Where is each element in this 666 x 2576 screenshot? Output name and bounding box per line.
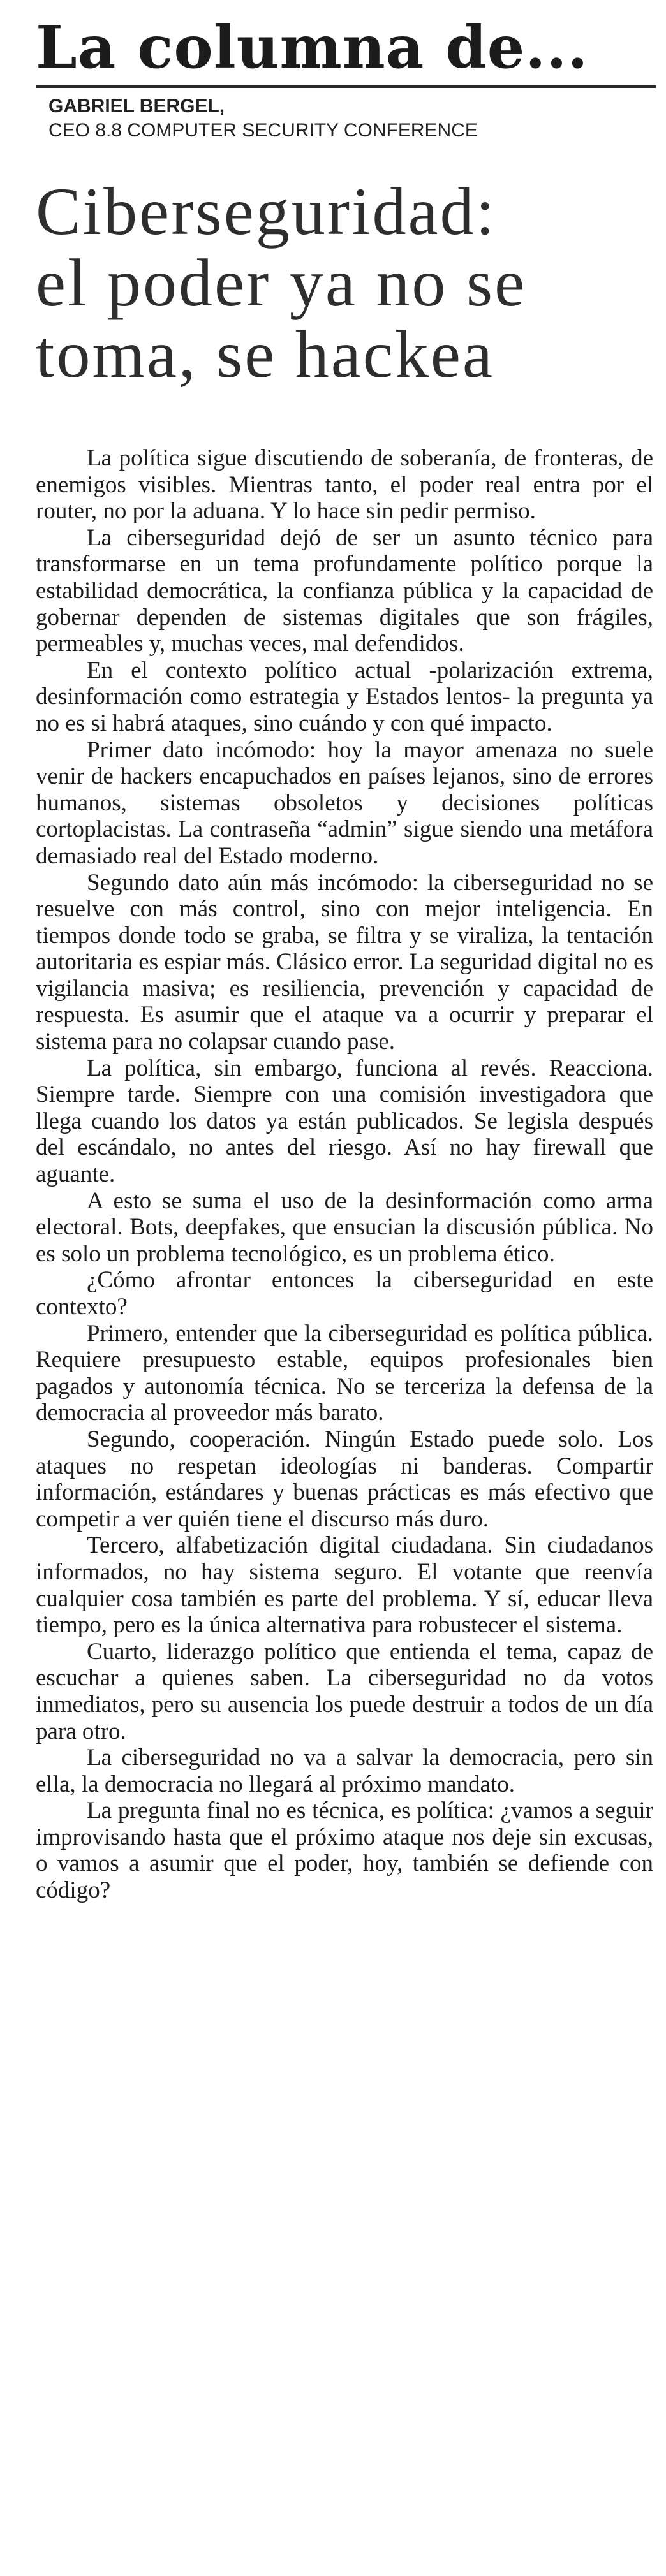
paragraph: Segundo dato aún más incómodo: la ciberseguridad no se resuelve con más control, sino con mejor inteligencia. En tiempos donde todo se graba, se filtra y se viraliza, la tentación autoritaria es espiar más. Clásico error. La seguridad digital no es vigilancia masiva; es resiliencia, prevención y capacidad de respuesta. Es asumir que el ataque va a ocurrir y preparar el sistema para no colapsar cuando pase.: [36, 869, 653, 1055]
paragraph: La pregunta final no es técnica, es política: ¿vamos a seguir improvisando hasta que el próximo ataque nos deje sin excusas, o vamos a asumir que el poder, hoy, también se defiende con código?: [36, 1797, 653, 1904]
paragraph: Segundo, cooperación. Ningún Estado puede solo. Los ataques no respetan ideologías ni banderas. Compartir información, estándares y buenas prácticas es más efectivo que competir a ver quién tiene el discurso más duro.: [36, 1426, 653, 1532]
headline-line: Ciberseguridad:: [36, 174, 497, 249]
article: [36, 11, 656, 1904]
headline: [36, 176, 656, 390]
paragraph: Primero, entender que la ciberseguridad es política pública. Requiere presupuesto estable, equipos profesionales bien pagados y autonomía técnica. No se terceriza la defensa de la democracia al proveedor más barato.: [36, 1320, 653, 1426]
author-role: CEO 8.8 COMPUTER SECURITY CONFERENCE: [48, 120, 478, 141]
headline-line: toma, se hackea: [36, 317, 494, 392]
paragraph: La política sigue discutiendo de soberanía, de fronteras, de enemigos visibles. Mientras tanto, el poder real entra por el router, no por la aduana. Y lo hace sin pedir permiso.: [36, 445, 653, 525]
paragraph: A esto se suma el uso de la desinformación como arma electoral. Bots, deepfakes, que ensucian la discusión pública. No es solo un problema tecnológico, es un problema ético.: [36, 1187, 653, 1267]
paragraph: Cuarto, liderazgo político que entienda el tema, capaz de escuchar a quienes saben. La ciberseguridad no da votos inmediatos, pero su ausencia los puede destruir a todos de un día para otro.: [36, 1638, 653, 1745]
headline-line: el poder ya no se: [36, 245, 527, 320]
paragraph: La ciberseguridad dejó de ser un asunto técnico para transformarse en un tema profundamente político porque la estabilidad democrática, la confianza pública y la capacidad de gobernar dependen de sistemas digitales que son frágiles, permeables y, muchas veces, mal defendidos.: [36, 524, 653, 657]
paragraph: Tercero, alfabetización digital ciudadana. Sin ciudadanos informados, no hay sistema seguro. El votante que reenvía cualquier cosa también es parte del problema. Y sí, educar lleva tiempo, pero es la única alternativa para robustecer el sistema.: [36, 1532, 653, 1639]
author-name: GABRIEL BERGEL,: [48, 96, 225, 117]
section-title: La columna de...: [36, 13, 589, 82]
paragraph: En el contexto político actual -polarización extrema, desinformación como estrategia y Estados lentos- la pregunta ya no es si habrá ataques, sino cuándo y con qué impacto.: [36, 657, 653, 736]
article-body: [36, 445, 653, 1904]
paragraph: ¿Cómo afrontar entonces la ciberseguridad en este contexto?: [36, 1267, 653, 1320]
paragraph: Primer dato incómodo: hoy la mayor amenaza no suele venir de hackers encapuchados en países lejanos, sino de errores humanos, sistemas obsoletos y decisiones políticas cortoplacistas. La contraseña “admin” sigue siendo una metáfora demasiado real del Estado moderno.: [36, 736, 653, 869]
paragraph: La política, sin embargo, funciona al revés. Reacciona. Siempre tarde. Siempre con una comisión investigadora que llega cuando los datos ya están publicados. Se legisla después del escándalo, no antes del riesgo. Así no hay firewall que aguante.: [36, 1055, 653, 1188]
paragraph: La ciberseguridad no va a salvar la democracia, pero sin ella, la democracia no llegará al próximo mandato.: [36, 1745, 653, 1797]
title-rule: [36, 85, 656, 88]
